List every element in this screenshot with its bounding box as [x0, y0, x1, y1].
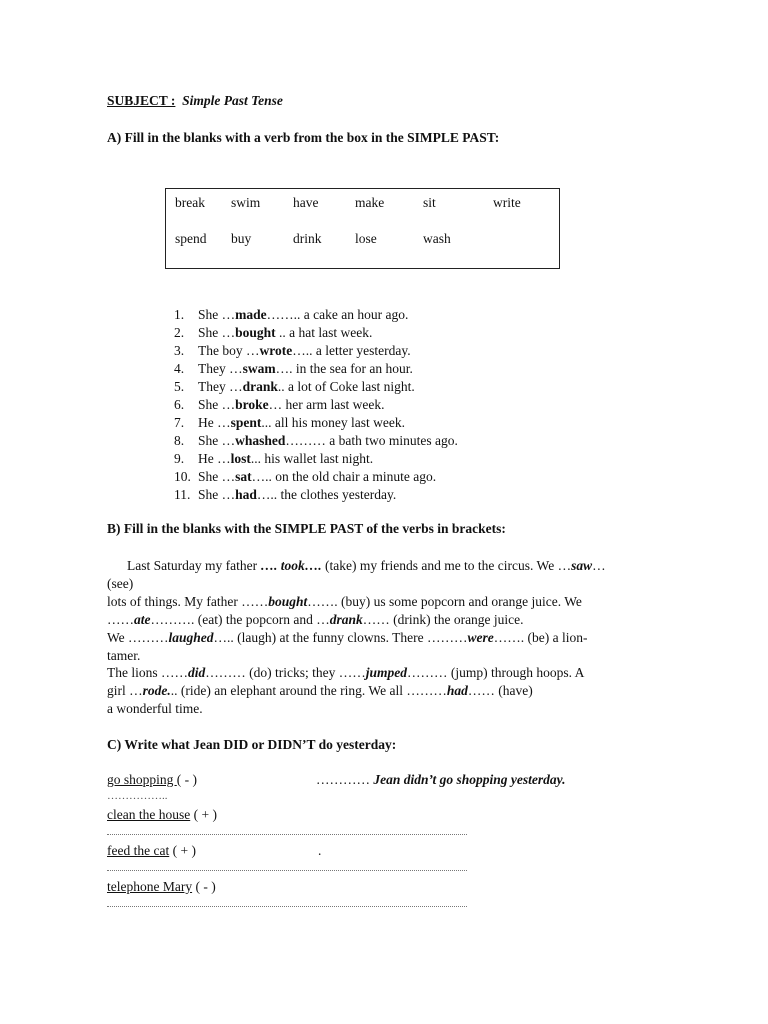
- answer: were: [467, 630, 494, 645]
- answer: drank: [242, 379, 278, 394]
- answer: …. took….: [260, 558, 322, 573]
- answer: rode.: [142, 683, 171, 698]
- answer: laughed: [168, 630, 214, 645]
- prompt-item: telephone Mary ( - ): [107, 879, 216, 894]
- answer: Jean didn’t go shopping yesterday.: [370, 772, 566, 787]
- paragraph-line: (see): [107, 576, 134, 591]
- list-item: 4. They …swam…. in the sea for an hour.: [174, 361, 413, 376]
- paragraph-line: ……ate………. (eat) the popcorn and …drank…… (drink) the orange juice.: [107, 612, 524, 627]
- prompt-item: feed the cat ( + ): [107, 843, 196, 858]
- stray-dot: .: [318, 843, 322, 858]
- answer: ate: [134, 612, 151, 627]
- paragraph-line: Last Saturday my father …. took…. (take) my friends and me to the circus. We …saw…: [127, 558, 606, 573]
- prompt-item: clean the house ( + ): [107, 807, 217, 822]
- answer: made: [235, 307, 267, 322]
- example-answer: ………… Jean didn’t go shopping yesterday.: [316, 772, 566, 787]
- list-item: 2. She …bought .. a hat last week.: [174, 325, 373, 340]
- answer: had: [446, 683, 468, 698]
- answer: broke: [235, 397, 269, 412]
- answer: wrote: [259, 343, 293, 358]
- list-item: 1. She …made…….. a cake an hour ago.: [174, 307, 409, 322]
- section-c-heading: C) Write what Jean DID or DIDN’T do yesterday:: [107, 737, 397, 752]
- box-word: buy: [231, 231, 252, 246]
- list-item: 9. He …lost... his wallet last night.: [174, 451, 374, 466]
- section-a-heading: A) Fill in the blanks with a verb from the box in the SIMPLE PAST:: [107, 130, 500, 145]
- answer-line: [107, 870, 467, 871]
- box-word: write: [493, 195, 521, 210]
- answer-line: [107, 834, 467, 835]
- answer: had: [235, 487, 257, 502]
- paragraph-line: We ………laughed….. (laugh) at the funny clowns. There ………were……. (be) a lion-: [107, 630, 588, 645]
- prompt-item: go shopping ( - ): [107, 772, 198, 787]
- box-word: spend: [175, 231, 207, 246]
- paragraph-line: The lions ……did……… (do) tricks; they ……jumped……… (jump) through hoops. A: [107, 665, 585, 680]
- answer: bought: [235, 325, 276, 340]
- list-item: 3. The boy …wrote….. a letter yesterday.: [174, 343, 411, 358]
- box-word: have: [293, 195, 319, 210]
- answer: sat: [235, 469, 252, 484]
- list-item: 6. She …broke… her arm last week.: [174, 397, 385, 412]
- box-word: wash: [423, 231, 451, 246]
- box-word: sit: [423, 195, 436, 210]
- subject-label: SUBJECT :: [107, 93, 176, 108]
- list-item: 5. They …drank.. a lot of Coke last night.: [174, 379, 415, 394]
- answer-line-short: ……………..: [107, 790, 168, 802]
- box-word: break: [175, 195, 205, 210]
- verb-box: [165, 188, 560, 269]
- list-item: 11. She …had….. the clothes yesterday.: [174, 487, 397, 502]
- answer: swam: [242, 361, 276, 376]
- answer: spent: [230, 415, 262, 430]
- paragraph-line: girl …rode... (ride) an elephant around the ring. We all ………had…… (have): [107, 683, 533, 698]
- answer: lost: [230, 451, 251, 466]
- box-word: drink: [293, 231, 322, 246]
- list-item: 7. He …spent... all his money last week.: [174, 415, 405, 430]
- subject-value: Simple Past Tense: [182, 93, 283, 108]
- box-word: swim: [231, 195, 261, 210]
- subject-line: [107, 93, 283, 109]
- answer: saw: [571, 558, 593, 573]
- answer-line: [107, 906, 467, 907]
- paragraph-line: tamer.: [107, 648, 141, 663]
- list-item: 8. She …whashed……… a bath two minutes ago.: [174, 433, 458, 448]
- answer: drank: [329, 612, 363, 627]
- answer: whashed: [235, 433, 286, 448]
- answer: jumped: [365, 665, 408, 680]
- paragraph-line: a wonderful time.: [107, 701, 203, 716]
- answer: did: [188, 665, 206, 680]
- section-b-heading: B) Fill in the blanks with the SIMPLE PAST of the verbs in brackets:: [107, 521, 506, 536]
- box-word: make: [355, 195, 385, 210]
- box-word: lose: [355, 231, 377, 246]
- paragraph-line: lots of things. My father ……bought……. (buy) us some popcorn and orange juice. We: [107, 594, 582, 609]
- list-item: 10. She …sat….. on the old chair a minute ago.: [174, 469, 437, 484]
- answer: bought: [268, 594, 308, 609]
